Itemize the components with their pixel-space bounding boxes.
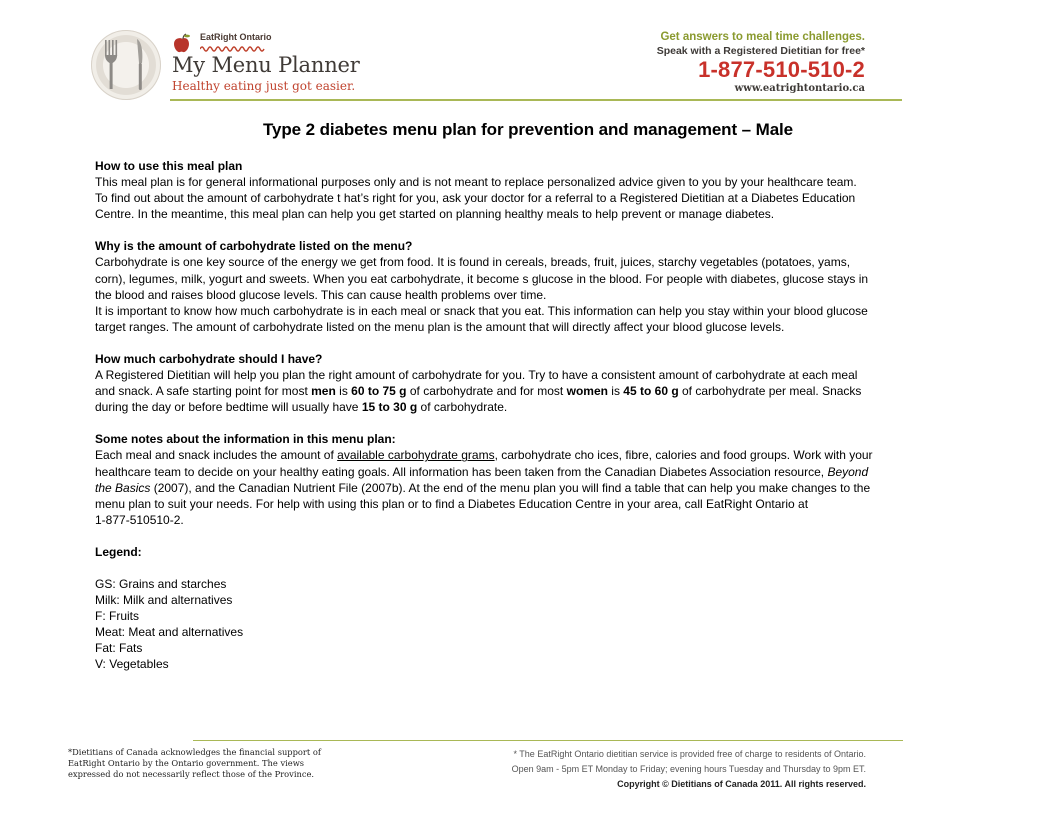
paragraph-line: the Basics (2007), and the Canadian Nutrient File (2007b). At the end of the menu plan you will find a table that can help you make changes to the [95,480,871,495]
document-body [95,158,955,673]
service-info: * The EatRight Ontario dietitian service is provided free of charge to residents of Ontario. Open 9am - 5pm ET Monday to Friday; evening hours Tuesday and Thursday to 9pm ET. Copyright © Dietitians of Canada 2011. All rights reserved. [512,747,866,792]
paragraph-line: To find out about the amount of carbohydrate t hat’s right for you, ask your doctor for a referral to a Registered Dietitian at a Diabetes Education [95,191,856,206]
contact-subline: Speak with a Registered Dietitian for free* [656,45,865,57]
apple-icon [172,33,194,53]
men-label: men [311,384,336,399]
document-title: Type 2 diabetes menu plan for prevention and management – Male [262,120,794,139]
paragraph-line: during the day or before bedtime will usually have 15 to 30 g of carbohydrate. [95,400,508,415]
women-carb-range: 45 to 60 g [623,384,679,399]
funding-disclaimer: *Dietitians of Canada acknowledges the financial support of EatRight Ontario by the Ontario government. The views expressed do not necessarily reflect those of the Province. [68,747,321,779]
paragraph-line: Each meal and snack includes the amount of available carbohydrate grams, carbohydrate cho ices, fibre, calories and food groups. Work with your [95,448,873,463]
brand-title: My Menu Planner [172,53,360,77]
paragraph-line: menu plan to suit your needs. For help with using this plan or to find a Diabetes Education Centre in your area, call EatRight Ontario at [95,496,809,511]
paragraph-line: and snack. A safe starting point for most men is 60 to 75 g of carbohydrate and for most women is 45 to 60 g of carbohydrate per meal. Snacks [95,384,862,399]
resource-title: the Basics [95,480,151,495]
paragraph-line: target ranges. The amount of carbohydrate listed on the menu plan is the amount that will directly affect your blood glucose levels. [95,319,785,334]
legend-item: F: Fruits [95,609,139,624]
paragraph-line: Centre. In the meantime, this meal plan can help you get started on planning healthy meals to help prevent or manage diabetes. [95,207,775,222]
footer-divider [193,740,903,741]
copyright-notice: Copyright © Dietitians of Canada 2011. All rights reserved. [617,779,866,789]
website-link[interactable]: www.eatrightontario.ca [734,83,865,94]
paragraph-line: corn), legumes, milk, yogurt and sweets. When you eat carbohydrate, it become s glucose in the blood. For people with diabetes, glucose stays in [95,271,869,286]
paragraph-line: This meal plan is for general informational purposes only and is not meant to replace personalized advice given to you by your healthcare team. [95,175,857,190]
legend-item: Meat: Meat and alternatives [95,625,244,640]
section-heading: Why is the amount of carbohydrate listed on the menu? [95,239,413,254]
legend-item: Fat: Fats [95,641,143,656]
legend-item: Milk: Milk and alternatives [95,593,233,608]
wave-decoration [200,45,266,53]
brand-tagline: Healthy eating just got easier. [172,79,356,93]
legend-item: GS: Grains and starches [95,576,227,591]
contact-headline: Get answers to meal time challenges. [660,31,865,43]
plate-logo-image [91,30,161,100]
header-divider [170,99,902,101]
section-legend [95,544,955,673]
section-why-carbohydrate [95,238,955,335]
section-notes [95,431,955,528]
snack-carb-range: 15 to 30 g [361,400,418,415]
contact-phone-number[interactable]: 1-877-510-510-2 [698,57,865,82]
section-heading: How much carbohydrate should I have? [95,351,323,366]
women-label: women [566,384,608,399]
paragraph-line: 1-877-510510-2. [95,512,184,527]
legend-heading: Legend: [95,544,142,559]
men-carb-range: 60 to 75 g [351,384,407,399]
paragraph-line: the blood and raises blood glucose levels. This can cause health problems over time. [95,287,547,302]
paragraph-line: A Registered Dietitian will help you plan the right amount of carbohydrate for you. Try to have a consistent amount of carbohydrate at each meal [95,368,858,383]
paragraph-line: Carbohydrate is one key source of the energy we get from food. It is found in cereals, breads, fruit, juices, starchy vegetables (potatoes, yams, [95,255,851,270]
legend-item: V: Vegetables [95,657,169,672]
section-heading: How to use this meal plan [95,159,243,173]
brand-name-small: EatRight Ontario [200,32,272,42]
available-carbohydrate-link[interactable]: available carbohydrate grams [337,448,495,463]
paragraph-line: It is important to know how much carbohydrate is in each meal or snack that you eat. This information can help you stay within your blood glucose [95,303,868,318]
paragraph-line: healthcare team to decide on your healthy eating goals. All information has been taken from the Canadian Diabetes Association resource, Beyond [95,464,869,479]
section-how-to-use [95,158,955,222]
resource-title: Beyond [827,464,869,479]
section-heading: Some notes about the information in this menu plan: [95,432,396,447]
section-how-much-carbohydrate [95,351,955,415]
